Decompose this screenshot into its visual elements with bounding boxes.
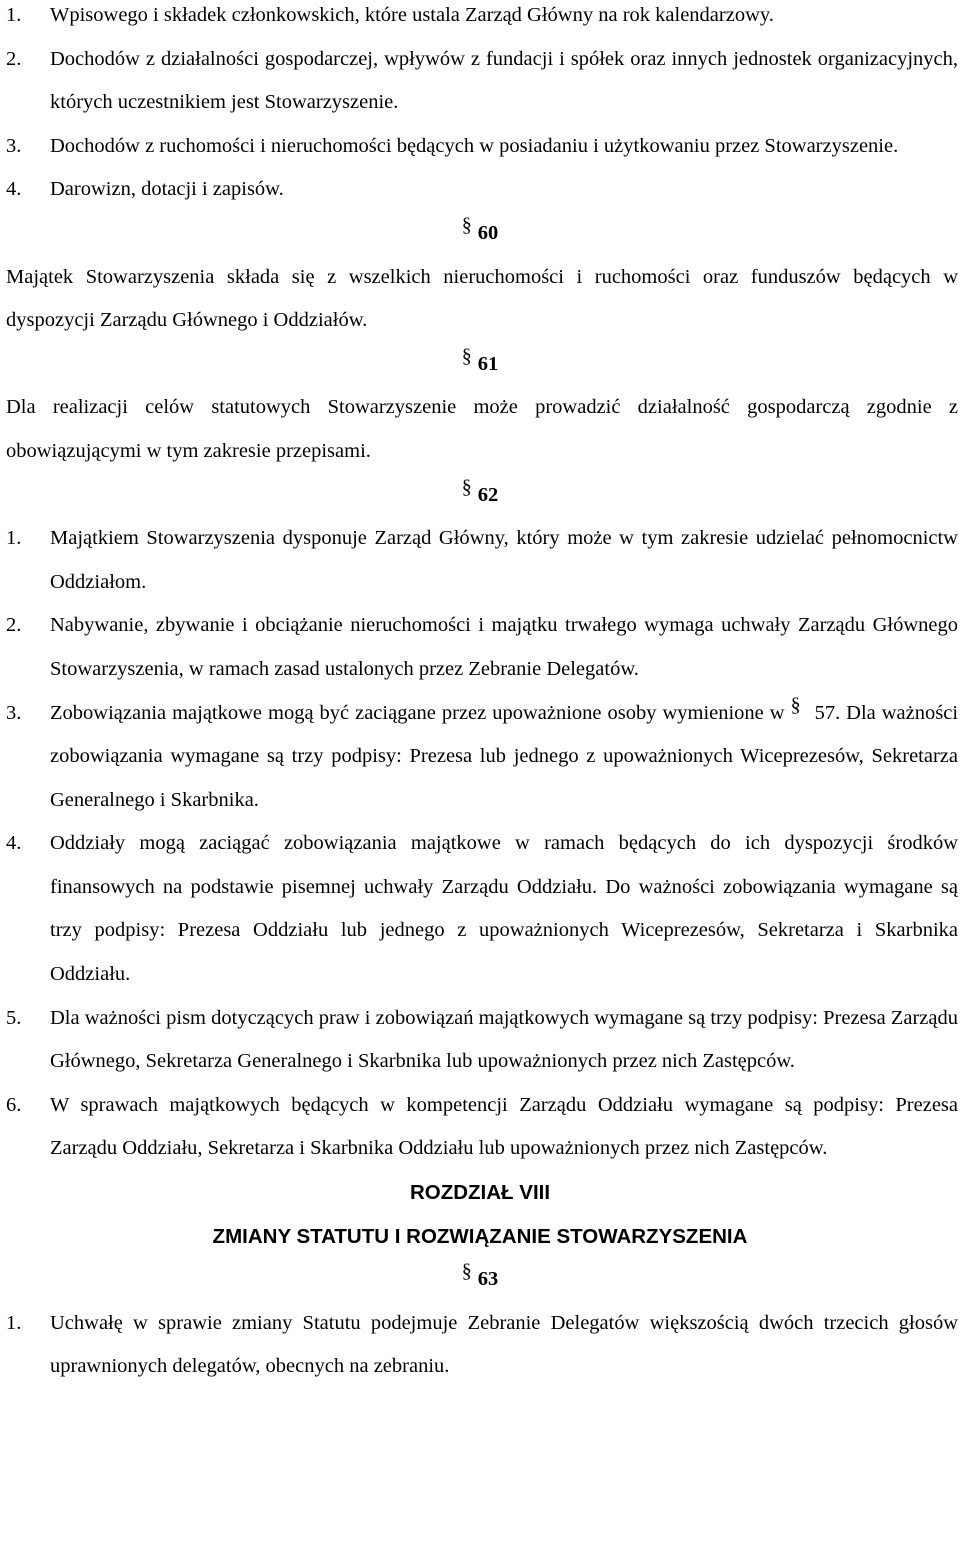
list-number: 3. [6,134,22,157]
section-number: 62 [477,483,499,506]
section-number: 61 [477,352,499,375]
section-paragraph [0,386,960,473]
list-text: Nabywanie, zbywanie i obciążanie nieruchomości i majątku trwałego wymaga uchwały Zarządu Głównego Stowarzyszenia, w ramach zasad ustalonych przez Zebranie Delegatów. [50,614,958,680]
list-item [0,997,960,1084]
list-item [0,125,960,169]
list-text: W sprawach majątkowych będących w kompetencji Zarządu Oddziału wymagane są podpisy: Prezesa Zarządu Oddziału, Sekretarza i Skarbnika Oddziału lub upoważnionych przez nich Zastępców. [50,1093,958,1160]
list-number: 4. [6,832,22,855]
list-item [0,1302,960,1389]
list-item [0,604,960,691]
paragraph-text: Dla realizacji celów statutowych Stowarzyszenie może prowadzić działalność gospodarczą zgodnie z obowiązującymi w tym zakresie przepisami. [6,396,958,462]
list-text: Majątkiem Stowarzyszenia dysponuje Zarząd Główny, który może w tym zakresie udzielać pełnomocnictw Oddziałom. [50,527,958,593]
list-item [0,822,960,996]
list-number: 6. [6,1093,22,1116]
list-number: 5. [6,1006,22,1029]
list-text: Dla ważności pism dotyczących praw i zobowiązań majątkowych wymagane są trzy podpisy: Prezesa Zarządu Głównego, Sekretarza Generalnego i Skarbnika lub upoważnionych przez nich Zastępców. [50,1006,958,1073]
list-text: Uchwałę w sprawie zmiany Statutu podejmuje Zebranie Delegatów większością dwóch trzecich głosów uprawnionych delegatów, obecnych na zebraniu. [50,1311,958,1378]
list-text: Zobowiązania majątkowe mogą być zaciągane przez upoważnione osoby wymienione w [50,701,785,724]
list-text: Dochodów z działalności gospodarczej, wpływów z fundacji i spółek oraz innych jednostek organizacyjnych, których uczestnikiem jest Stowarzyszenie. [50,47,958,114]
section-heading-60 [0,212,960,256]
list-item [0,692,960,823]
section-paragraph [0,256,960,343]
section-sign: § [790,693,801,716]
list-item [0,38,960,125]
list-number: 4. [6,178,22,201]
section-heading-63 [0,1258,960,1302]
list-number: 2. [6,47,22,70]
list-text: Oddziały mogą zaciągać zobowiązania majątkowe w ramach będących do ich dyspozycji środków finansowych na podstawie pisemnej uchwały Zarządu Oddziału. Do ważności zobowiązania wymagane są trzy podpisy: Prezesa Oddziału lub jednego z upoważnionych Wiceprezesów, Sekretarza i Skarbnika Oddziału. [50,832,958,986]
section-number: 63 [477,1268,499,1291]
list-number: 1. [6,527,22,550]
list-item [0,0,960,38]
paragraph-text: Majątek Stowarzyszenia składa się z wszelkich nieruchomości i ruchomości oraz funduszów będących w dyspozycji Zarządu Głównego i Oddziałów. [6,265,958,332]
list-item [0,1084,960,1171]
section-heading-62 [0,474,960,518]
section-sign: § [461,1260,472,1283]
section-number: 60 [477,221,499,244]
section-heading-61 [0,343,960,387]
list-number: 3. [6,701,22,724]
list-text: Darowizn, dotacji i zapisów. [50,178,284,201]
list-text: Wpisowego i składek członkowskich, które ustala Zarząd Główny na rok kalendarzowy. [50,4,774,26]
list-number: 1. [6,4,22,26]
chapter-title: ROZDZIAŁ VIII [409,1181,551,1205]
section-sign: § [461,344,472,367]
chapter-subtitle: ZMIANY STATUTU I ROZWIĄZANIE STOWARZYSZENIA [212,1224,748,1248]
list-text-continued: 57. Dla ważności zobowiązania wymagane są trzy podpisy: Prezesa lub jednego z upoważnionych Wiceprezesów, Sekretarza Generalnego i Skarbnika. [50,701,959,811]
list-number: 2. [6,614,22,637]
list-item [0,168,960,212]
section-sign: § [461,213,472,236]
section-sign: § [461,475,472,498]
list-number: 1. [6,1311,22,1334]
list-item [0,517,960,604]
list-text: Dochodów z ruchomości i nieruchomości będących w posiadaniu i użytkowaniu przez Stowarzyszenie. [50,134,899,157]
